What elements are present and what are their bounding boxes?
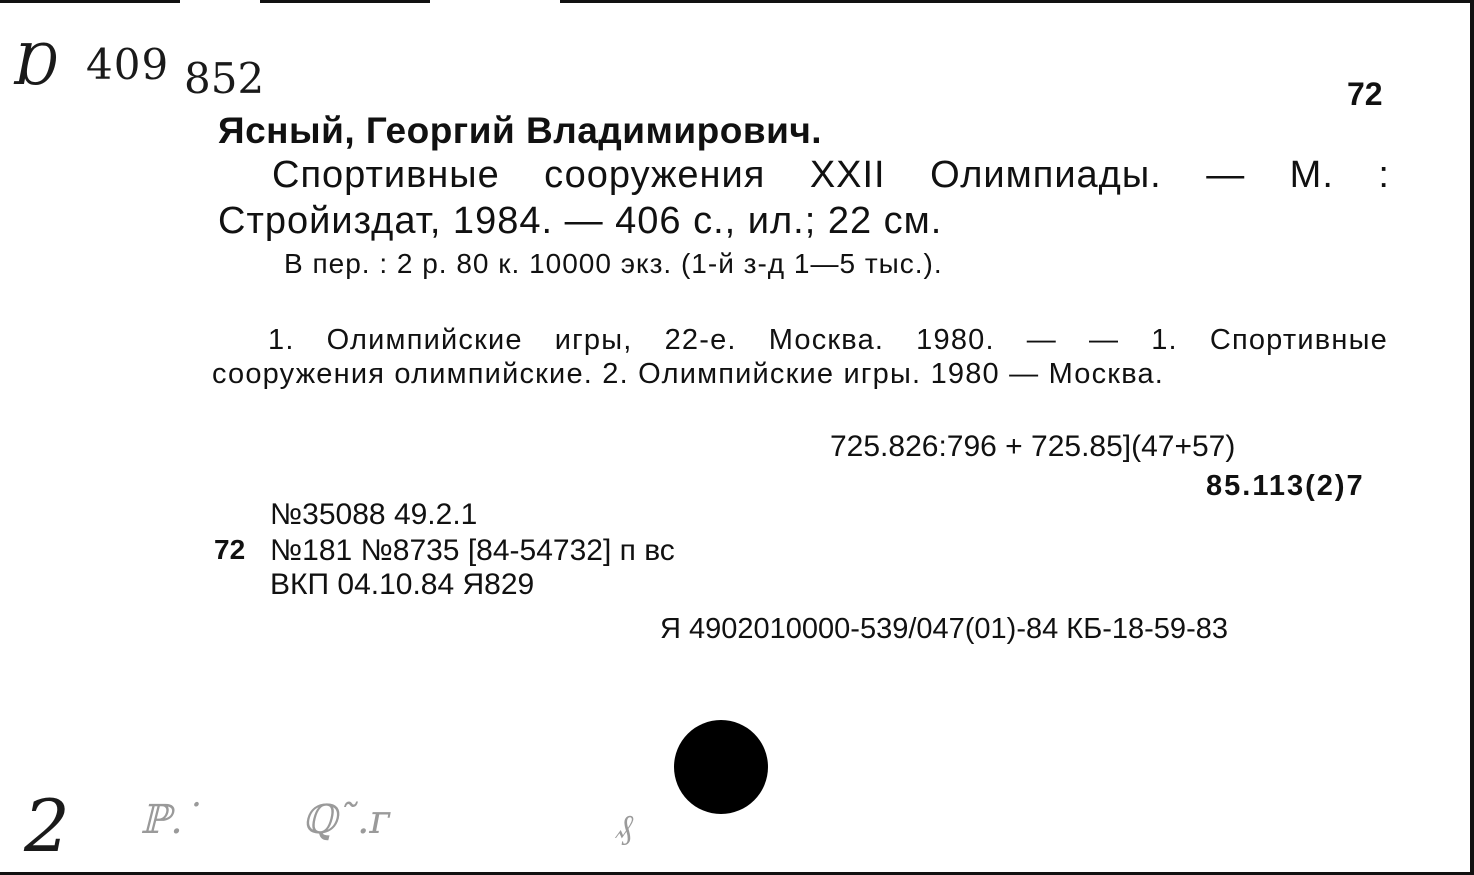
faint-stamp-mark: ℙ.˙ bbox=[140, 797, 203, 843]
subject-word: Москва. bbox=[768, 324, 885, 356]
title-line-1 bbox=[272, 156, 1390, 194]
classification-udc: 725.826:796 + 725.85](47+57) bbox=[830, 430, 1236, 463]
author-heading: Ясный, Георгий Владимирович. bbox=[218, 110, 823, 151]
title-word: М. bbox=[1289, 154, 1334, 196]
call-number: 409 bbox=[86, 40, 170, 89]
subject-word: — bbox=[1026, 324, 1057, 356]
subject-word: — bbox=[1088, 324, 1120, 356]
faint-stamp-mark: ₰ bbox=[616, 807, 633, 847]
card-edge-top bbox=[0, 0, 180, 3]
subject-word: Спортивные bbox=[1209, 324, 1388, 356]
title-word: сооружения bbox=[544, 154, 766, 196]
card-edge-top bbox=[260, 0, 430, 3]
title-word: : bbox=[1378, 154, 1390, 196]
registration-prefix: 72 bbox=[214, 534, 246, 565]
registration-line-3: ВКП 04.10.84 Я829 bbox=[270, 568, 535, 601]
title-word: Спортивные bbox=[272, 154, 500, 196]
punch-hole bbox=[674, 720, 768, 814]
subject-word: 1980. bbox=[916, 324, 995, 356]
registration-line-2: №181 №8735 [84-54732] п вс bbox=[270, 534, 675, 567]
price-line: В пер. : 2 р. 80 к. 10000 экз. (1-й з-д 1—5 тыс.). bbox=[284, 248, 943, 279]
handwritten-mark: 2 bbox=[24, 784, 70, 868]
subjects-line-2: сооружения олимпийские. 2. Олимпийские игры. 1980 — Москва. bbox=[212, 358, 1165, 390]
faint-stamp-mark: ℚ˜.ᴦ bbox=[302, 797, 391, 843]
subject-word: игры, bbox=[554, 324, 633, 356]
subject-word: 1. bbox=[268, 324, 295, 356]
card-edge-right bbox=[1470, 0, 1474, 875]
call-number-tail: 852 bbox=[184, 54, 265, 103]
subject-word: Олимпийские bbox=[326, 324, 523, 356]
subject-word: 1. bbox=[1151, 324, 1178, 356]
registration-line-1: №35088 49.2.1 bbox=[270, 498, 478, 531]
title-word: Олимпиады. bbox=[930, 154, 1162, 196]
page-number: 72 bbox=[1347, 76, 1383, 112]
call-number-prefix: Ɒ bbox=[14, 33, 58, 98]
publisher-code-line: Я 4902010000-539/047(01)-84 КБ-18-59-83 bbox=[660, 613, 1228, 645]
title-word: XXII bbox=[809, 154, 886, 196]
classification-bbk: 85.113(2)7 bbox=[1206, 470, 1365, 502]
subjects-line-1 bbox=[268, 326, 1388, 355]
title-line-2: Стройиздат, 1984. — 406 с., ил.; 22 см. bbox=[218, 200, 943, 242]
subject-word: 22-е. bbox=[664, 324, 737, 356]
title-word: — bbox=[1206, 154, 1246, 196]
card-edge-top bbox=[560, 0, 1470, 3]
